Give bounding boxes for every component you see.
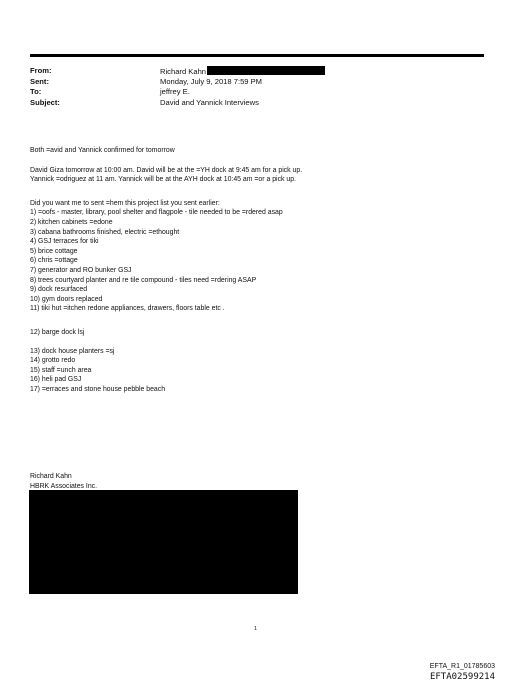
list-item: 15) staff =unch area — [30, 366, 92, 374]
bates-number-2: EFTA02599214 — [429, 672, 495, 682]
from-row — [30, 66, 484, 77]
list-item: 3) cabana bathrooms finished, electric =ethought — [30, 228, 180, 236]
header-rule — [30, 54, 484, 57]
list-item: 4) GSJ terraces for tiki — [30, 238, 99, 246]
list-item: 12) barge dock lsj — [30, 328, 85, 336]
email-header — [30, 66, 484, 108]
sent-row — [30, 77, 484, 87]
list-item: 8) trees courtyard planter and re tile compound - tiles need =rdering ASAP — [30, 276, 257, 284]
list-item: 11) tiki hut =itchen redone appliances, drawers, floors table etc . — [30, 305, 225, 313]
list-item: 7) generator and RO bunker GSJ — [30, 266, 132, 274]
body-line: David Giza tomorrow at 10:00 am. David will be at the =YH dock at 9:45 am for a pick up. — [30, 166, 303, 174]
email-body — [30, 146, 490, 394]
subject-label: Subject: — [30, 97, 60, 107]
list-item: 16) heli pad GSJ — [30, 376, 82, 384]
list-item: 10) gym doors replaced — [30, 295, 103, 303]
subject-value: David and Yannick Interviews — [160, 97, 259, 107]
signature-name: Richard Kahn — [30, 473, 72, 480]
to-label: To: — [30, 87, 42, 97]
signature — [30, 472, 97, 491]
from-name: Richard Kahn — [160, 67, 207, 76]
body-question: Did you want me to sent =hem this project list you sent earlier: — [30, 199, 220, 207]
list-item: 6) chris =ottage — [30, 257, 78, 265]
sent-value: Monday, July 9, 2018 7:59 PM — [160, 77, 263, 87]
list-item: 13) dock house planters =sj — [30, 347, 115, 355]
list-item: 14) grotto redo — [30, 357, 76, 365]
from-label: From: — [30, 66, 52, 75]
list-item: 9) dock resurfaced — [30, 286, 88, 294]
list-item: 5) brice cottage — [30, 247, 78, 255]
bates-number-1: EFTA_R1_01785603 — [429, 663, 495, 670]
signature-company: HBRK Associates Inc. — [30, 482, 98, 490]
page-number: 1 — [254, 626, 258, 632]
body-line: Yannick =odriguez at 11 am. Yannick will be at the AYH dock at 10:45 am =or a pick up. — [30, 176, 296, 184]
body-line: Both =avid and Yannick confirmed for tomorrow — [30, 147, 175, 154]
to-value: jeffrey E. — [160, 87, 190, 97]
from-value — [160, 66, 325, 77]
redaction-block — [29, 490, 298, 594]
redaction-bar — [207, 66, 325, 75]
list-item: 2) kitchen cabinets =edone — [30, 218, 113, 226]
subject-row — [30, 98, 484, 108]
list-item: 1) =oofs - master, library, pool shelter and flagpole - tile needed to be =rdered asap — [30, 209, 283, 217]
list-item: 17) =erraces and stone house pebble beach — [30, 385, 166, 393]
to-row — [30, 87, 484, 97]
sent-label: Sent: — [30, 77, 49, 87]
